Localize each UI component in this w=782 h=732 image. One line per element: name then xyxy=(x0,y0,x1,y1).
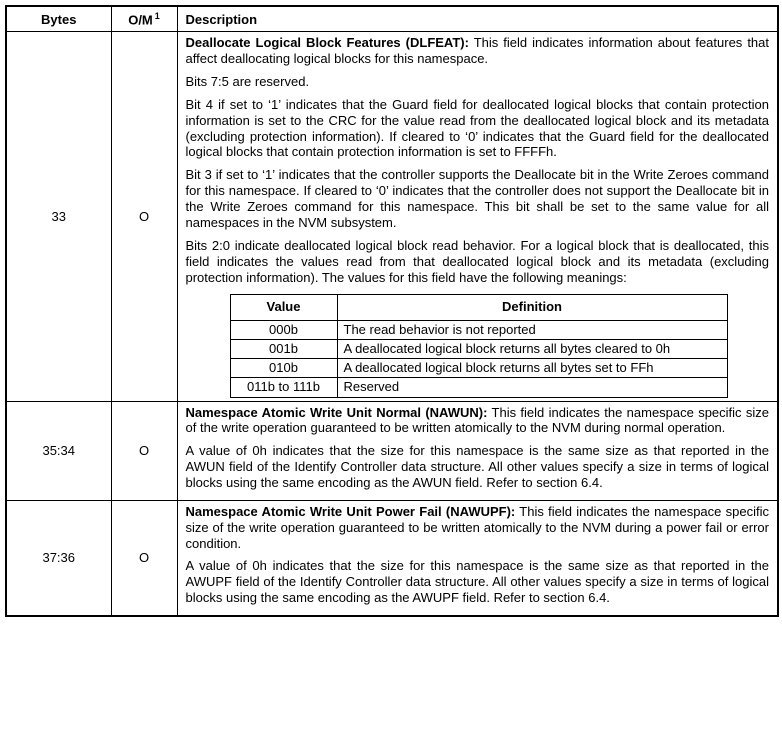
field-name-bold: Namespace Atomic Write Unit Power Fail (NAWUPF): xyxy=(185,503,516,519)
table-header-row xyxy=(6,6,778,32)
om-cell: O xyxy=(111,500,177,616)
table-row-nawun xyxy=(6,401,778,500)
inner-table-row xyxy=(230,320,727,339)
table-row-dlfeat xyxy=(6,32,778,401)
bytes-cell: 35:34 xyxy=(6,401,111,500)
description-paragraph: Bits 2:0 indicate deallocated logical block read behavior. For a logical block that is deallocated, this field indicates the values read from that deallocated logical block and its metadata (excluding protection information). The values for this field have the following meanings: xyxy=(185,237,769,285)
description-paragraph: Bit 4 if set to ‘1’ indicates that the Guard field for deallocated logical blocks that contain protection information is set to the CRC for the value read from the deallocated logical block and its metadata (excluding protection information). If cleared to ‘0’ indicates that the Guard field for the deallocated logical blocks that contain protection information is set to FFFFh. xyxy=(185,96,769,160)
inner-value-cell: 010b xyxy=(230,359,337,378)
inner-definition-cell: A deallocated logical block returns all bytes cleared to 0h xyxy=(337,339,727,358)
description-paragraph xyxy=(186,405,770,437)
inner-value-cell: 011b to 111b xyxy=(230,378,337,397)
bytes-cell: 37:36 xyxy=(6,500,111,616)
description-cell xyxy=(177,500,778,616)
description-paragraph: Bit 3 if set to ‘1’ indicates that the controller supports the Deallocate bit in the Write Zeroes command for this namespace. If cleared to ‘0’ indicates that the controller does not support the Deallocate bit in the Write Zeroes command for this namespace. This bit shall be set to the same value for all namespaces in the NVM subsystem. xyxy=(185,167,769,230)
inner-definition-cell: The read behavior is not reported xyxy=(337,320,727,339)
value-definition-table xyxy=(230,294,728,397)
inner-definition-cell: Reserved xyxy=(337,378,727,397)
inner-table-row xyxy=(230,359,727,378)
description-cell xyxy=(177,401,778,500)
field-name-bold: Deallocate Logical Block Features (DLFEAT): xyxy=(185,35,469,51)
om-footnote-superscript: 1 xyxy=(154,11,160,21)
om-cell: O xyxy=(111,401,177,500)
om-label: O/M xyxy=(128,12,153,28)
inner-definition-cell: A deallocated logical block returns all bytes set to FFh xyxy=(337,359,727,378)
paragraph-text: This field indicates the namespace specific size of the write operation guaranteed to be written atomically to the NVM during normal operation. xyxy=(185,404,769,436)
bytes-cell: 33 xyxy=(6,32,111,401)
description-paragraph: A value of 0h indicates that the size for this namespace is the same size as that reported in the AWUN field of the Identify Controller data structure. All other values specify a size in terms of logical blocks using the same encoding as the AWUN field. Refer to section 6.4. xyxy=(185,443,769,491)
inner-value-cell: 000b xyxy=(230,320,337,339)
inner-table-header-row xyxy=(230,295,727,320)
description-paragraph xyxy=(186,35,770,67)
inner-header-value: Value xyxy=(230,295,337,320)
description-cell xyxy=(177,32,778,401)
paragraph-text: This field indicates information about features that affect deallocating logical blocks for this namespace. xyxy=(185,35,770,67)
paragraph-text: This field indicates the namespace specific size of the write operation guaranteed to be written atomically to the NVM during a power fail or error condition. xyxy=(185,503,769,551)
inner-table-row xyxy=(230,378,727,397)
field-name-bold: Namespace Atomic Write Unit Normal (NAWUN): xyxy=(185,404,488,420)
column-header-bytes: Bytes xyxy=(6,6,111,32)
column-header-description: Description xyxy=(177,6,778,32)
inner-value-cell: 001b xyxy=(230,339,337,358)
inner-table-row xyxy=(230,339,727,358)
description-paragraph: Bits 7:5 are reserved. xyxy=(185,74,310,90)
inner-header-definition: Definition xyxy=(337,295,727,320)
column-header-om xyxy=(111,6,177,32)
description-paragraph xyxy=(186,504,770,552)
om-cell: O xyxy=(111,32,177,401)
identify-namespace-table xyxy=(5,5,779,617)
table-row-nawupf xyxy=(6,500,778,616)
description-paragraph: A value of 0h indicates that the size for this namespace is the same size as that reported in the AWUPF field of the Identify Controller data structure. All other values specify a size in terms of logical blocks using the same encoding as the AWUPF field. Refer to section 6.4. xyxy=(185,558,769,606)
